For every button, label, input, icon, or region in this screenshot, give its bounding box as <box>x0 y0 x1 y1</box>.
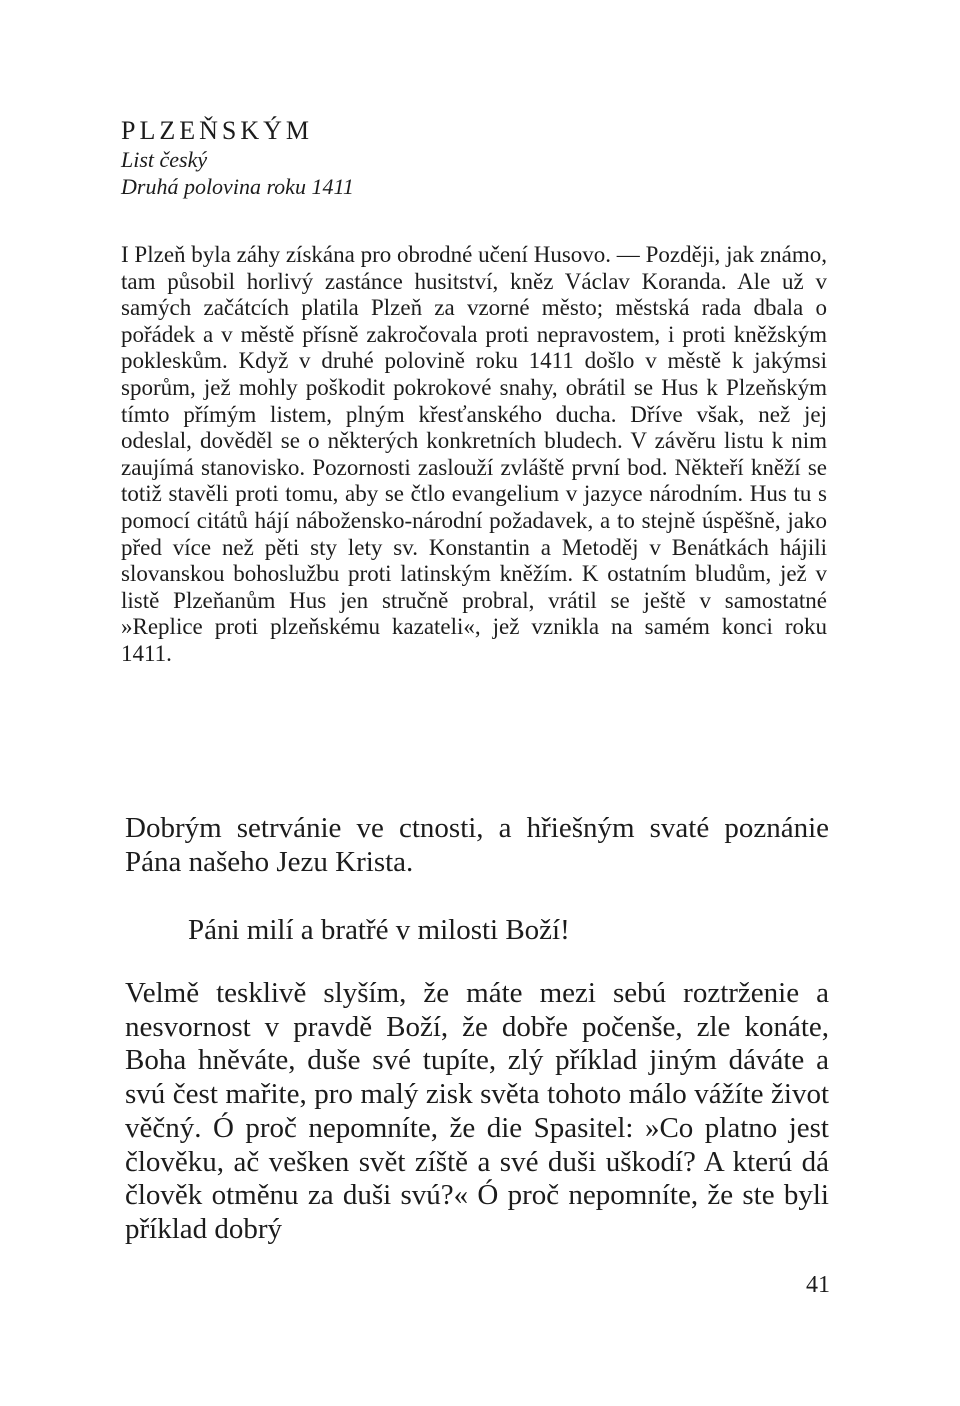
page-number: 41 <box>806 1272 830 1298</box>
letter-title: PLZEŇSKÝM <box>121 116 314 145</box>
letter-greeting: Páni milí a bratřé v milosti Boží! <box>188 914 570 946</box>
letter-header <box>121 116 841 200</box>
letter-subtitle: List český <box>121 147 208 172</box>
letter-salutation: Dobrým setrvánie ve ctnosti, a hřiešným svaté poznánie Pána našeho Jezu Krista. <box>125 812 829 878</box>
letter-date: Druhá polovina roku 1411 <box>121 174 354 199</box>
editorial-introduction: I Plzeň byla záhy získána pro obrodné učení Husovo. — Později, jak známo, tam působil horlivý zastánce husitství, kněz Václav Koranda. Ale už v samých začátcích platila Plzeň za vzorné město; městská rada dbala o pořádek a v městě přísně zakročovala proti nepravostem, i proti kněžským pokleskům. Když v druhé polovině roku 1411 došlo v městě k jakýmsi sporům, jež mohly poškodit pokrokové snahy, obrátil se Hus k Plzeňským tímto přímým listem, plným křesťanského ducha. Dříve však, než jej odeslal, dověděl se o některých konkretních bludech. V závěru listu k nim zaujímá stanovisko. Pozornosti zaslouží zvláště první bod. Někteří kněží se totiž stavěli proti tomu, aby se čtlo evangelium v jazyce národním. Hus tu s pomocí citátů hájí nábožensko-národní požadavek, a to stejně úspěšně, jako před více než pěti sty lety sv. Konstantin a Metoděj v Benátkách hájili slovanskou bohoslužbu proti latinským kněžím. K ostatním bludům, jež v listě Plzeňanům Hus jen stručně probral, vrátil se ještě v samostatné »Replice proti plzeňskému kazateli«, jež vznikla na samém konci roku 1411. <box>121 242 827 666</box>
letter-body: Velmě tesklivě slyším, že máte mezi sebú roztrženie a nesvornost v pravdě Boží, že dobře počenše, zle konáte, Boha hněváte, duše své tupíte, zlý příklad jiným dáváte a svú čest mařite, pro malý zisk světa tohoto málo vážíte život věčný. Ó proč nepomníte, že die Spasitel: »Co platno jest člověku, ač vešken svět zíště a své duši uškodí? A kterú dá člověk otměnu za duši svú?« Ó proč nepomníte, že ste byli příklad dobrý <box>125 977 829 1245</box>
